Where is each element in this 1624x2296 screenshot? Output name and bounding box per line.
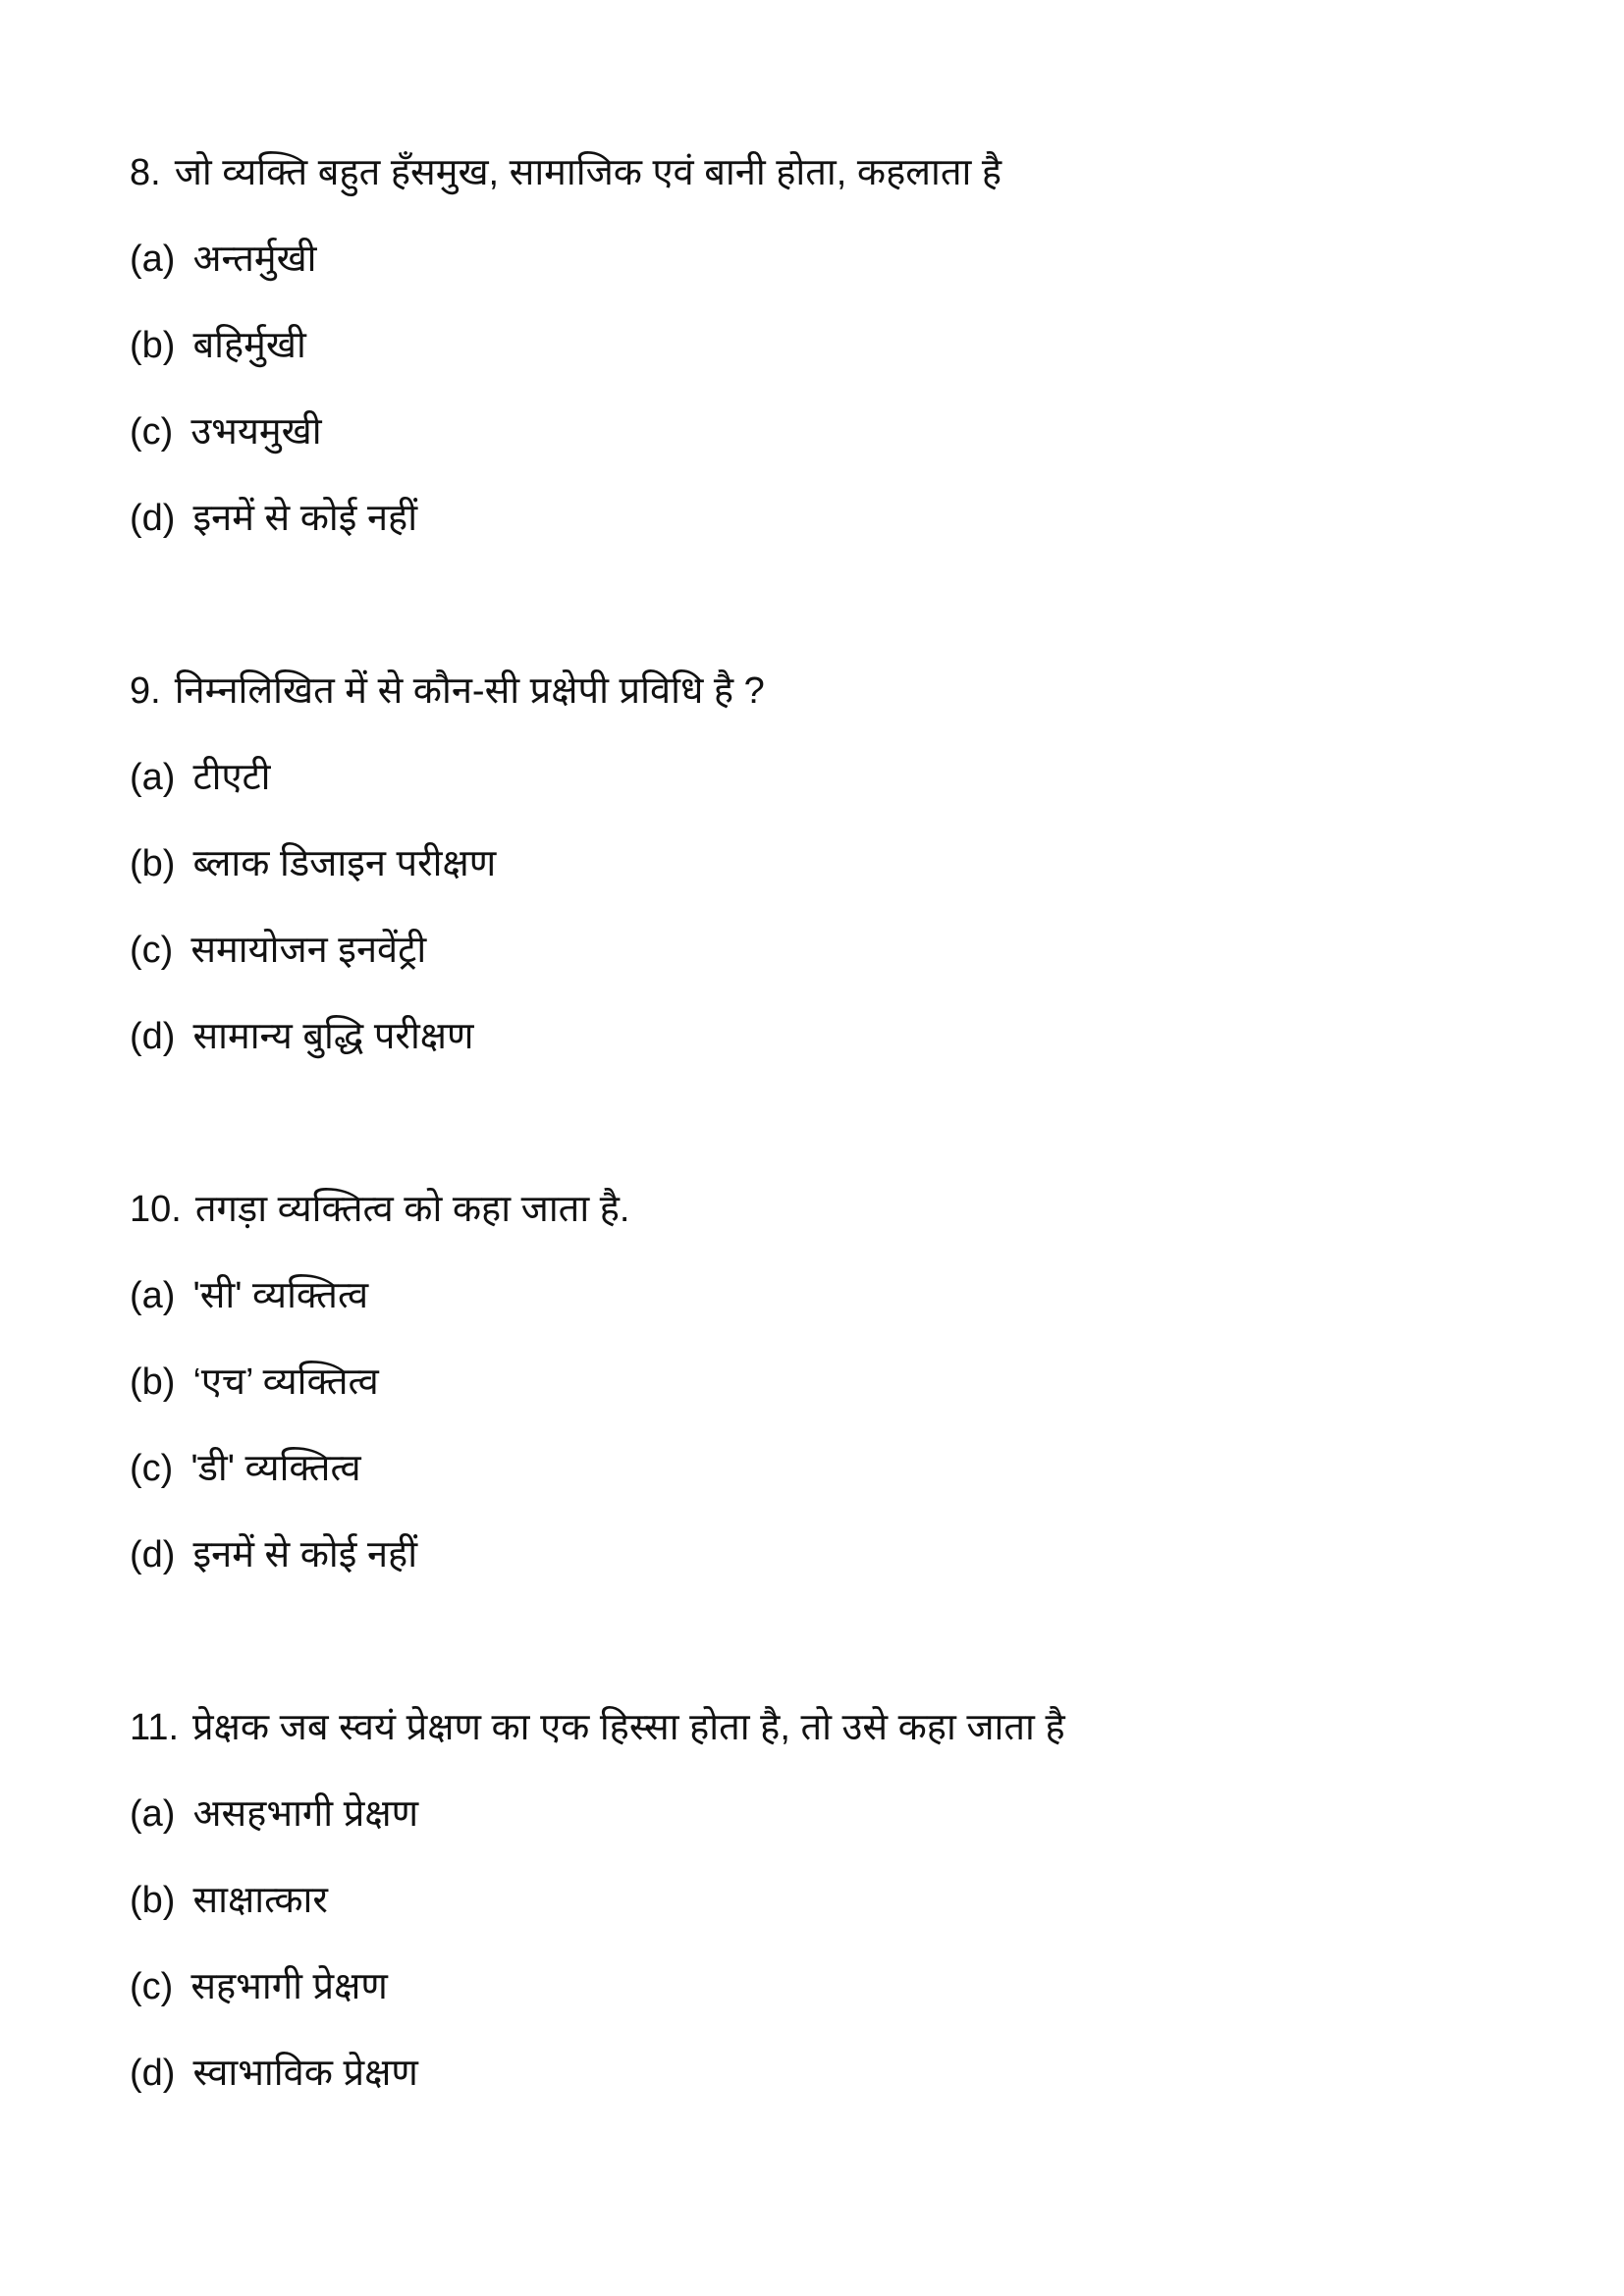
option-text: ब्लाक डिजाइन परीक्षण [192, 843, 497, 884]
option-text: साक्षात्कार [192, 1880, 328, 1921]
option-label: (c) [130, 1448, 174, 1489]
option-text: इनमें से कोई नहीं [192, 1534, 418, 1575]
option [130, 389, 1504, 475]
question-stem [130, 1166, 1504, 1253]
question-number: 11. [130, 1707, 180, 1748]
option-label: (b) [130, 325, 176, 366]
option-label: (b) [130, 1362, 176, 1403]
option-text: 'सी' व्यक्तित्व [192, 1275, 369, 1316]
question-number: 9. [130, 670, 161, 712]
question-block [130, 1166, 1504, 1598]
option-text: समायोजन इनवेंट्री [190, 930, 427, 971]
option-label: (a) [130, 1793, 176, 1835]
question-number: 8. [130, 152, 161, 193]
option-text: ‘एच’ व्यक्तित्व [192, 1362, 379, 1403]
option [130, 821, 1504, 907]
question-block [130, 648, 1504, 1080]
option-text: बहिर्मुखी [192, 325, 306, 366]
option-text: सहभागी प्रेक्षण [190, 1966, 388, 2007]
option-label: (b) [130, 1880, 176, 1921]
option [130, 907, 1504, 993]
question-stem [130, 1684, 1504, 1771]
option [130, 1253, 1504, 1339]
question-text: निम्नलिखित में से कौन-सी प्रक्षेपी प्रविधि है ? [174, 670, 765, 712]
option-label: (d) [130, 1016, 176, 1057]
option-text: टीएटी [192, 757, 271, 798]
option [130, 1771, 1504, 1857]
question-text: जो व्यक्ति बहुत हँसमुख, सामाजिक एवं बानी होता, कहलाता है [174, 152, 1002, 193]
option-label: (b) [130, 843, 176, 884]
option-text: उभयमुखी [190, 411, 322, 453]
option [130, 993, 1504, 1080]
question-block [130, 130, 1504, 561]
option [130, 1339, 1504, 1425]
option-text: इनमें से कोई नहीं [192, 498, 418, 539]
option-text: असहभागी प्रेक्षण [192, 1793, 419, 1835]
option-text: सामान्य बुद्धि परीक्षण [192, 1016, 474, 1057]
question-text: तगड़ा व्यक्तित्व को कहा जाता है. [194, 1189, 630, 1230]
option [130, 216, 1504, 302]
option-label: (c) [130, 1966, 174, 2007]
option-label: (a) [130, 239, 176, 280]
option [130, 1425, 1504, 1512]
option [130, 2030, 1504, 2116]
option-text: अन्तर्मुखी [192, 239, 317, 280]
option [130, 734, 1504, 821]
question-text: प्रेक्षक जब स्वयं प्रेक्षण का एक हिस्सा होता है, तो उसे कहा जाता है [192, 1707, 1065, 1748]
option-label: (c) [130, 930, 174, 971]
option-label: (d) [130, 498, 176, 539]
option-label: (d) [130, 2053, 176, 2094]
question-number: 10. [130, 1189, 182, 1230]
question-stem [130, 648, 1504, 734]
question-page [130, 130, 1504, 2203]
option-text: 'डी' व्यक्तित्व [190, 1448, 361, 1489]
option-label: (d) [130, 1534, 176, 1575]
question-block [130, 1684, 1504, 2116]
option-text: स्वाभाविक प्रेक्षण [192, 2053, 418, 2094]
option [130, 302, 1504, 389]
option [130, 1857, 1504, 1944]
option-label: (a) [130, 1275, 176, 1316]
option-label: (c) [130, 411, 174, 453]
option [130, 1944, 1504, 2030]
option-label: (a) [130, 757, 176, 798]
option [130, 475, 1504, 561]
option [130, 1512, 1504, 1598]
question-stem [130, 130, 1504, 216]
